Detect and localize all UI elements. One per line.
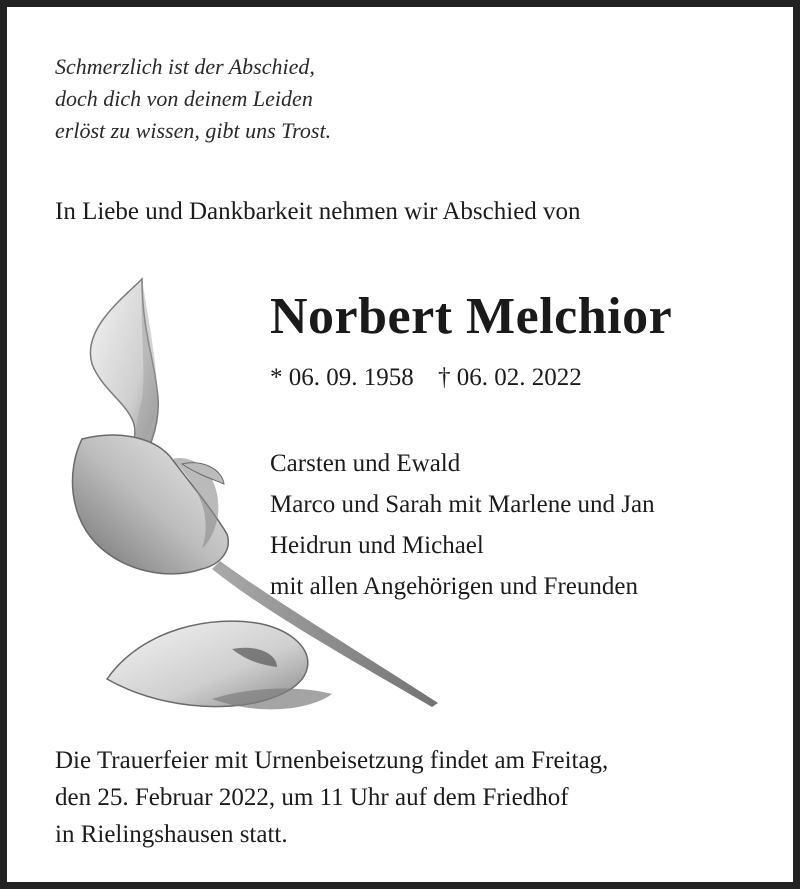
mourner-line: Carsten und Ewald xyxy=(270,450,461,477)
service-line: den 25. Februar 2022, um 11 Uhr auf dem Friedhof xyxy=(55,784,569,811)
service-line: Die Trauerfeier mit Urnenbeisetzung findet am Freitag, xyxy=(55,747,609,774)
mourner-line: mit allen Angehörigen und Freunden xyxy=(270,573,638,600)
verse-line: doch dich von deinem Leiden xyxy=(55,86,313,111)
service-line: in Rielingshausen statt. xyxy=(55,821,288,848)
mourner-line: Marco und Sarah mit Marlene und Jan xyxy=(270,491,655,518)
mourners-list xyxy=(270,443,655,607)
farewell-intro: In Liebe und Dankbarkeit nehmen wir Abschied von xyxy=(55,198,581,225)
birth-date: * 06. 09. 1958 xyxy=(270,364,414,391)
mourner-line: Heidrun und Michael xyxy=(270,532,484,559)
deceased-name: Norbert Melchior xyxy=(270,288,673,345)
life-dates xyxy=(270,361,582,395)
verse-line: Schmerzlich ist der Abschied, xyxy=(55,54,315,79)
verse-line: erlöst zu wissen, gibt uns Trost. xyxy=(55,118,332,143)
death-date: † 06. 02. 2022 xyxy=(438,364,582,391)
funeral-service-info xyxy=(55,742,608,853)
consolation-verse xyxy=(55,51,331,147)
